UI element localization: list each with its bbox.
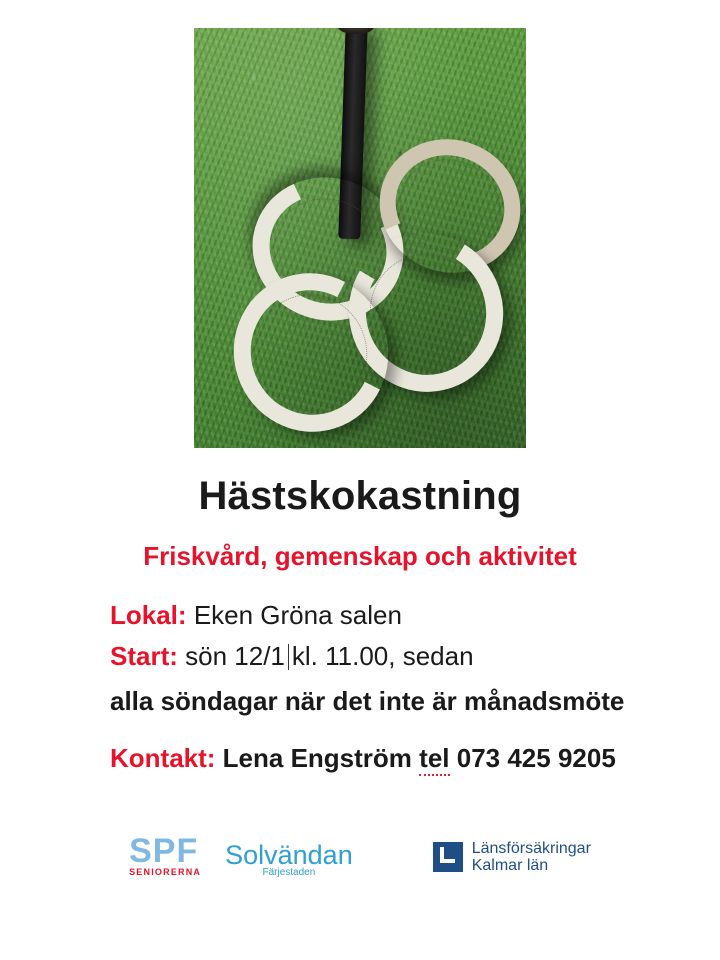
detail-label-lokal: Lokal: (110, 600, 187, 630)
contact-row (110, 743, 660, 774)
detail-value-start-date: sön 12/1 (185, 641, 285, 671)
spf-letters: SPF (129, 832, 199, 870)
lansforsakringar-text (472, 840, 591, 874)
details-block (60, 590, 660, 774)
spf-association (225, 841, 353, 878)
horseshoe-throwing-photo (194, 28, 526, 448)
spf-association-place: Färjestaden (262, 867, 316, 878)
contact-tel-word: tel (419, 743, 449, 776)
contact-phone: 073 425 9205 (456, 743, 616, 773)
logo-row (80, 832, 640, 878)
page-title: Hästskokastning (198, 474, 522, 518)
detail-row-start (110, 641, 660, 672)
poster-subtitle: Friskvård, gemenskap och aktivitet (143, 541, 577, 571)
detail-value-start-time: kl. 11.00, sedan (291, 641, 474, 671)
lansforsakringar-line1: Länsförsäkringar (471, 840, 591, 857)
detail-value-lokal: Eken Gröna salen (193, 600, 402, 630)
lansforsakringar-mark-icon (433, 842, 463, 872)
contact-name: Lena Engström (222, 743, 412, 773)
lansforsakringar-logo (433, 840, 591, 874)
detail-row-lokal (110, 600, 660, 631)
schedule-note: alla söndagar när det inte är månadsmöte (110, 686, 625, 716)
contact-label: Kontakt: (110, 743, 216, 773)
spf-logo (129, 832, 353, 878)
spf-mark-icon (129, 832, 215, 878)
detail-label-start: Start: (110, 641, 178, 671)
lansforsakringar-line2: Kalmar län (471, 857, 549, 874)
spf-association-name: Solvändan (225, 840, 353, 870)
text-cursor (288, 644, 289, 670)
spf-subtext: SENIORERNA (129, 867, 202, 877)
